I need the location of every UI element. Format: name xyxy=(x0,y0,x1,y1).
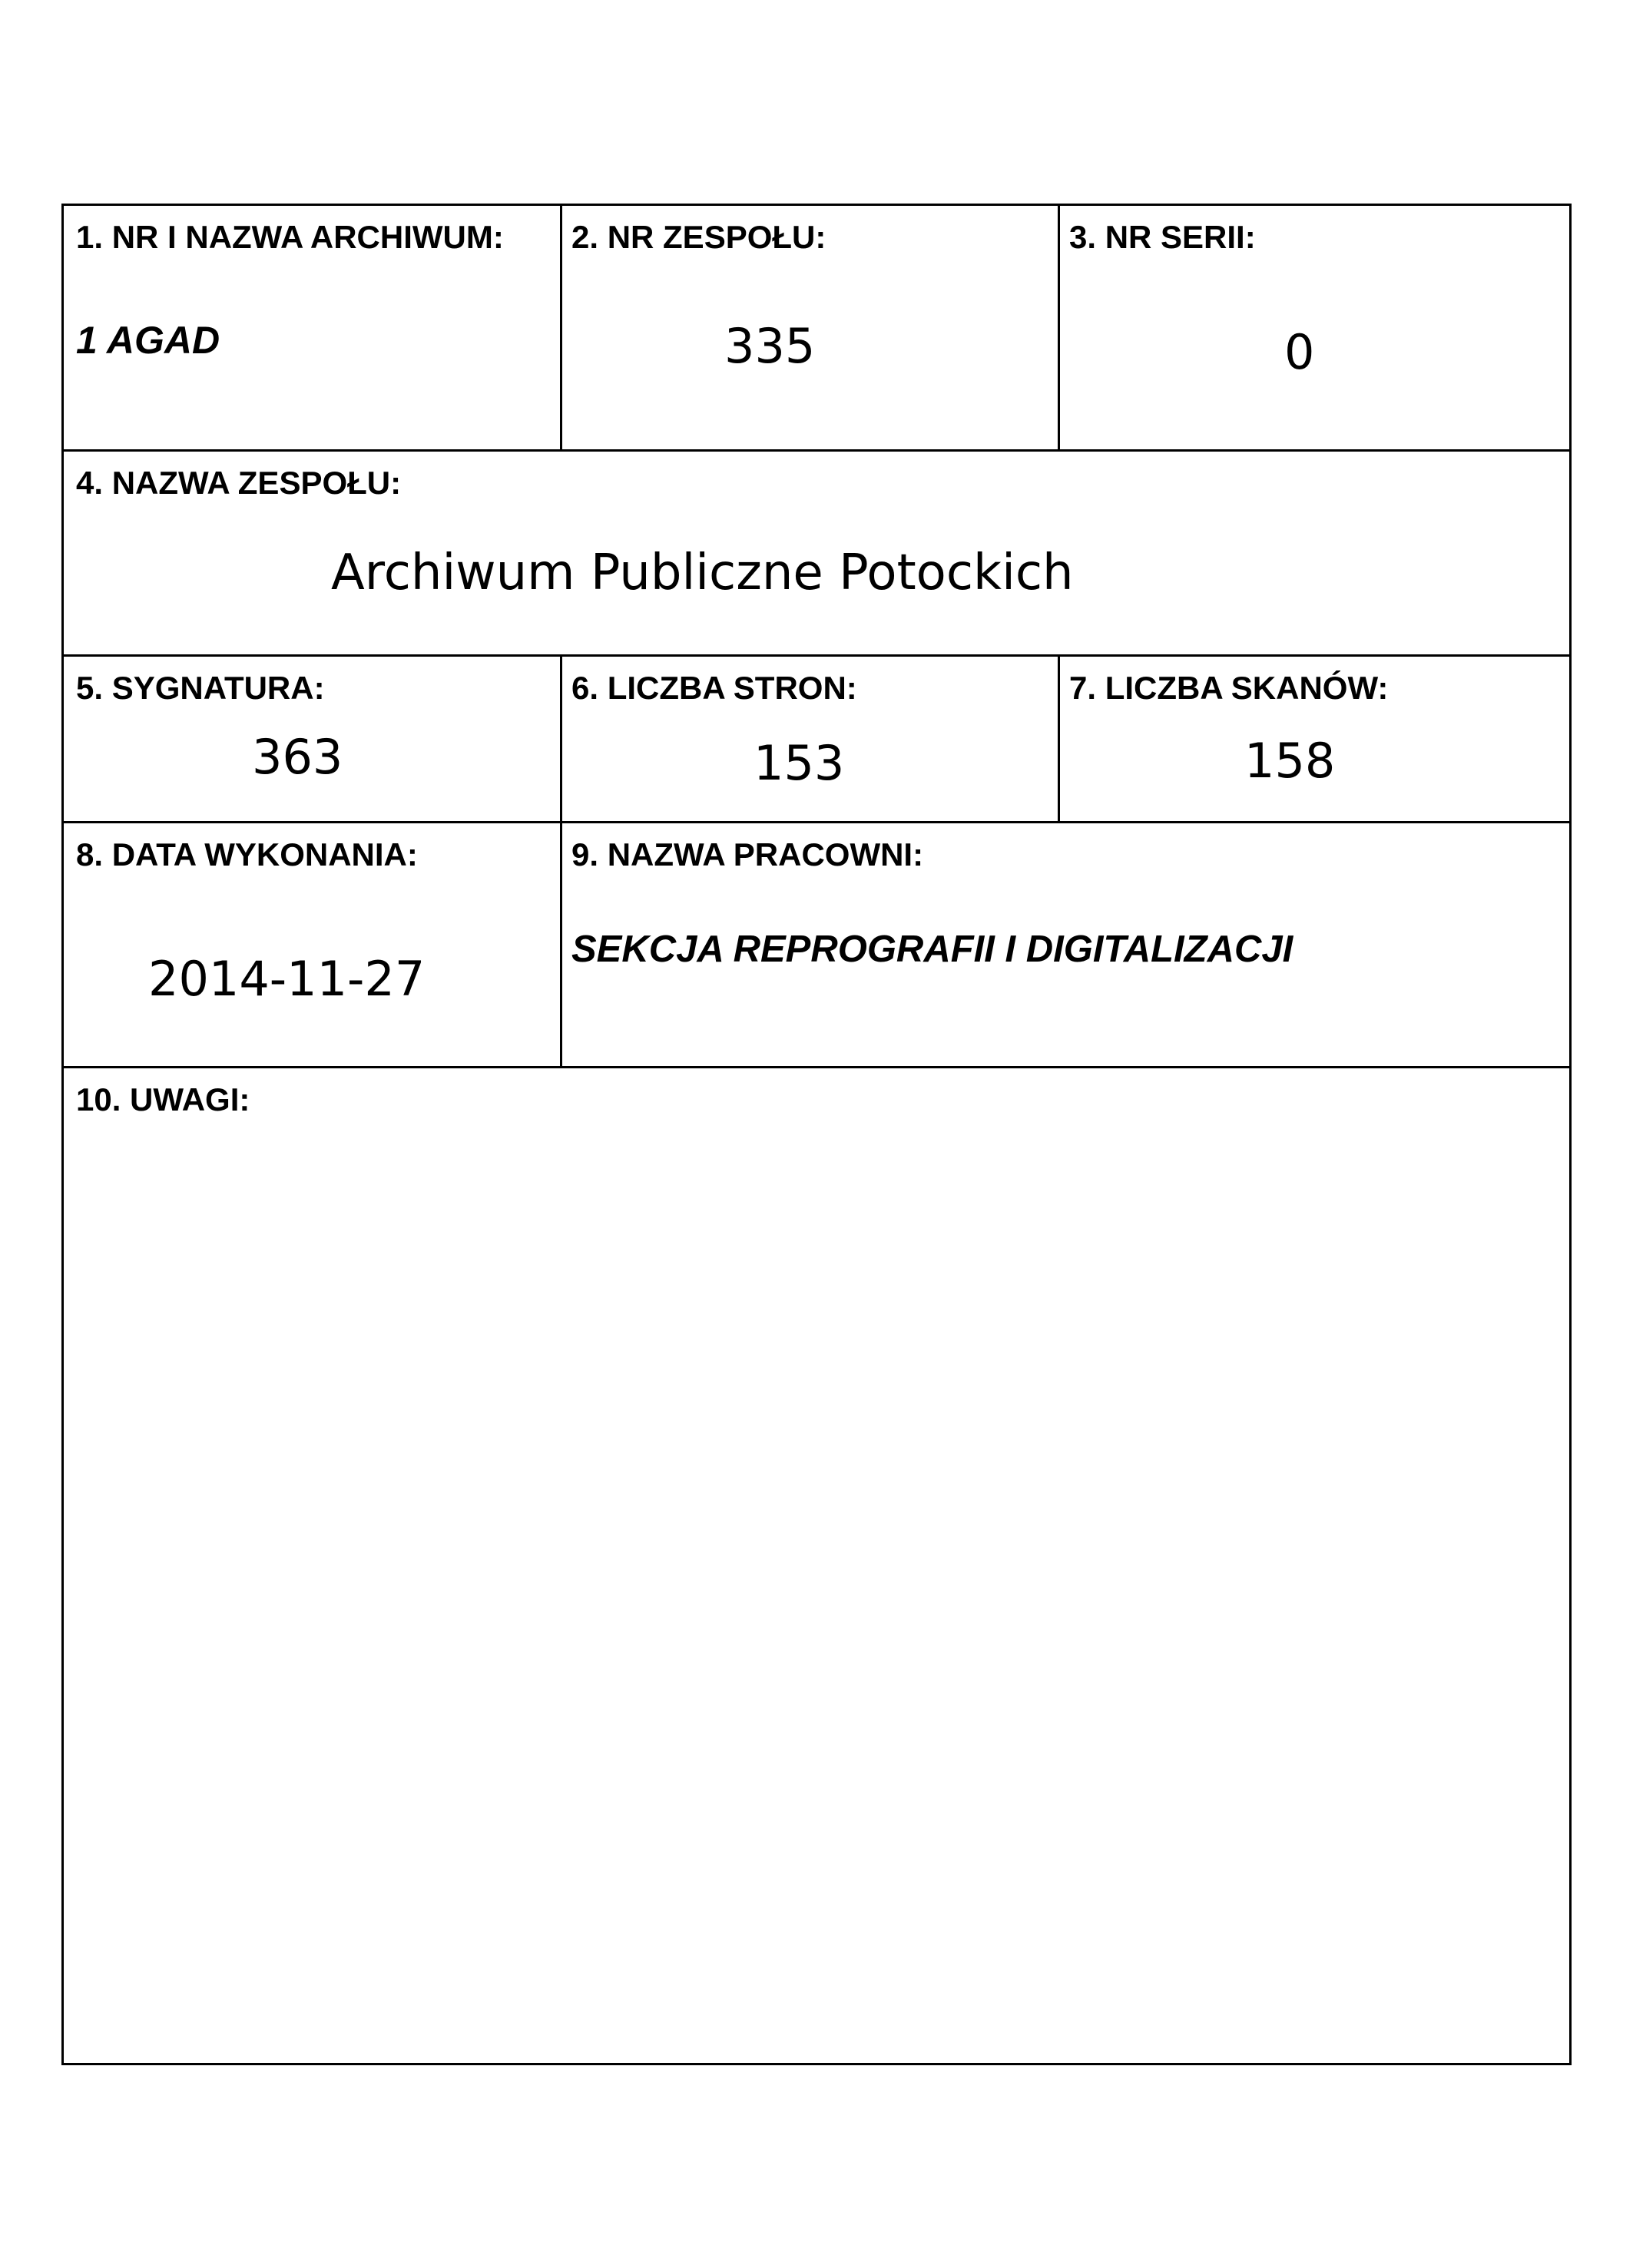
page-count-cell xyxy=(562,657,1058,821)
scan-count-value: 158 xyxy=(1244,733,1336,789)
series-number-value: 0 xyxy=(1284,324,1315,380)
page-count-value: 153 xyxy=(754,735,845,791)
workshop-value: SEKCJA REPROGRAFII I DIGITALIZACJI xyxy=(571,929,1293,970)
signature-label: 5. SYGNATURA: xyxy=(76,670,325,706)
page-count-label: 6. LICZBA STRON: xyxy=(571,670,857,706)
workshop-cell xyxy=(562,823,1572,1066)
scan-count-label: 7. LICZBA SKANÓW: xyxy=(1069,670,1389,706)
archive-cell xyxy=(64,206,560,449)
fond-name-label: 4. NAZWA ZESPOŁU: xyxy=(76,465,402,501)
scan-count-cell xyxy=(1060,657,1572,821)
metryka-form xyxy=(61,204,1572,2065)
fond-name-value: Archiwum Publiczne Potockich xyxy=(331,545,1074,601)
date-label: 8. DATA WYKONANIA: xyxy=(76,836,418,872)
fond-number-label: 2. NR ZESPOŁU: xyxy=(571,219,826,255)
notes-cell xyxy=(64,1068,1572,2065)
notes-label: 10. UWAGI: xyxy=(76,1081,250,1117)
workshop-label: 9. NAZWA PRACOWNI: xyxy=(571,836,924,872)
archive-value: 1 AGAD xyxy=(76,319,220,362)
date-cell xyxy=(64,823,560,1066)
signature-cell xyxy=(64,657,560,821)
archive-label: 1. NR I NAZWA ARCHIWUM: xyxy=(76,219,504,255)
signature-value: 363 xyxy=(252,729,343,785)
date-value: 2014-11-27 xyxy=(148,951,426,1007)
fond-number-value: 335 xyxy=(724,318,816,374)
series-number-cell xyxy=(1060,206,1572,449)
series-number-label: 3. NR SERII: xyxy=(1069,219,1256,255)
fond-number-cell xyxy=(562,206,1058,449)
fond-name-cell xyxy=(64,452,1572,654)
